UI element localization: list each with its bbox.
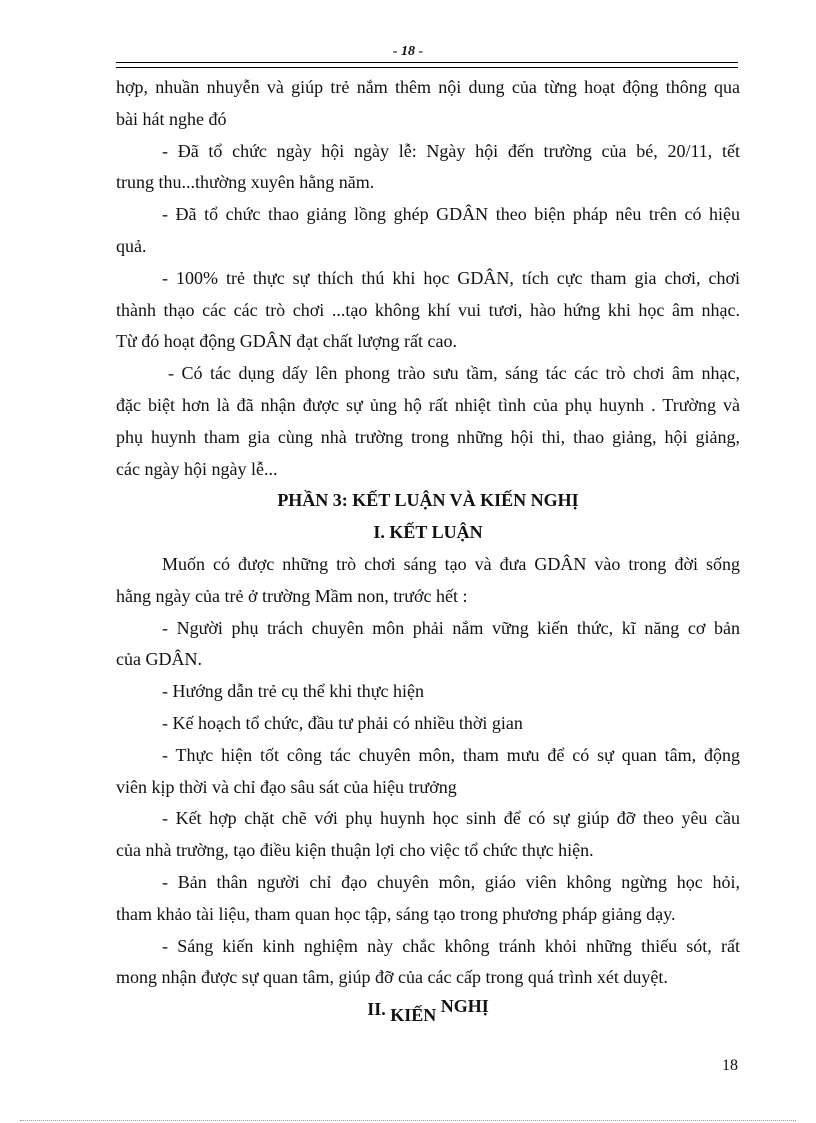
header-rule-thin <box>116 67 738 68</box>
text-line: thành thạo các các trò chơi ...tạo không khí vui tươi, hào hứng khi học âm nhạc. <box>116 299 740 320</box>
text-line: quả. <box>116 235 147 256</box>
text-line: - Kế hoạch tổ chức, đầu tư phải có nhiều thời gian <box>162 712 523 733</box>
text-line: - Thực hiện tốt công tác chuyên môn, tham mưu để có sự quan tâm, động <box>162 744 740 765</box>
text-line: Từ đó hoạt động GDÂN đạt chất lượng rất cao. <box>116 331 457 352</box>
text-line: - Bản thân người chỉ đạo chuyên môn, giáo viên không ngừng học hỏi, <box>162 871 740 892</box>
subsection-number: II. <box>367 999 386 1020</box>
text-line: tham khảo tài liệu, tham quan học tập, sáng tạo trong phương pháp giảng dạy. <box>116 903 676 924</box>
text-line: - Kết hợp chặt chẽ với phụ huynh học sinh để có sự giúp đỡ theo yêu cầu <box>162 808 740 829</box>
text-line: mong nhận được sự quan tâm, giúp đỡ của các cấp trong quá trình xét duyệt. <box>116 967 668 988</box>
header-rule-thick <box>116 62 738 63</box>
document-body <box>116 72 740 1026</box>
page-bottom-border <box>20 1120 796 1121</box>
text-line: - Có tác dụng dấy lên phong trào sưu tầm, sáng tác các trò chơi âm nhạc, <box>168 363 740 384</box>
text-line: - Đã tổ chức ngày hội ngày lễ: Ngày hội đến trường của bé, 20/11, tết <box>162 140 740 161</box>
text-line: phụ huynh tham gia cùng nhà trường trong những hội thi, thao giảng, hội giảng, <box>116 426 740 447</box>
text-line: các ngày hội ngày lễ... <box>116 458 278 479</box>
text-line: viên kịp thời và chỉ đạo sâu sát của hiệu trưởng <box>116 776 457 797</box>
text-line: - Hướng dẫn trẻ cụ thể khi thực hiện <box>162 681 424 702</box>
subsection-word: NGHỊ <box>440 996 489 1017</box>
page-header-number: - 18 - <box>392 44 424 59</box>
section-title: PHẦN 3: KẾT LUẬN VÀ KIẾN NGHỊ <box>277 490 579 511</box>
text-line: Muốn có được những trò chơi sáng tạo và đưa GDÂN vào trong đời sống <box>162 553 740 574</box>
page-number: 18 <box>722 1057 738 1074</box>
text-line: đặc biệt hơn là đã nhận được sự ủng hộ rất nhiệt tình của phụ huynh . Trường và <box>116 394 740 415</box>
subsection-word: KIẾN <box>390 1005 437 1026</box>
subsection-title-conclusion: I. KẾT LUẬN <box>373 522 483 543</box>
subsection-title-recommendation <box>116 994 740 1026</box>
text-line: của nhà trường, tạo điều kiện thuận lợi cho việc tổ chức thực hiện. <box>116 840 594 861</box>
text-line: hằng ngày của trẻ ở trường Mầm non, trước hết : <box>116 585 468 606</box>
text-line: - Đã tổ chức thao giảng lồng ghép GDÂN theo biện pháp nêu trên có hiệu <box>162 204 740 225</box>
text-line: trung thu...thường xuyên hằng năm. <box>116 172 375 193</box>
text-line: bài hát nghe đó <box>116 108 227 129</box>
text-line: hợp, nhuần nhuyễn và giúp trẻ nắm thêm nội dung của từng hoạt động thông qua <box>116 77 740 97</box>
text-line: - Người phụ trách chuyên môn phải nắm vững kiến thức, kĩ năng cơ bản <box>162 617 740 638</box>
text-line: - Sáng kiến kinh nghiệm này chắc không tránh khỏi những thiếu sót, rất <box>162 935 740 956</box>
text-line: của GDÂN. <box>116 649 202 670</box>
text-line: - 100% trẻ thực sự thích thú khi học GDÂN, tích cực tham gia chơi, chơi <box>162 267 740 288</box>
